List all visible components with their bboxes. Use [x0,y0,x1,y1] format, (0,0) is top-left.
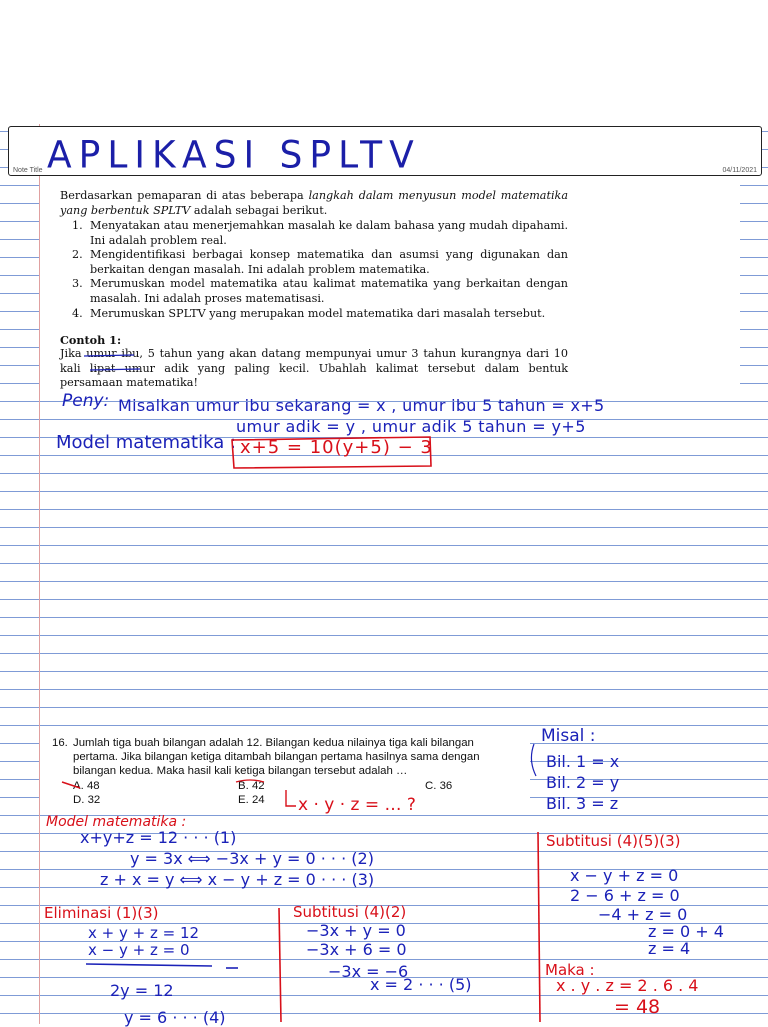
subs2-line-3: −4 + z = 0 [598,905,688,924]
underline-umur-ibu [84,355,134,356]
elim-line-2: x − y + z = 0 [88,941,190,959]
example-text: Jika umur ibu, 5 tahun yang akan datang mempunyai umur 3 tahun kurangnya dari 10 kali lipat umur adik yang paling kecil. Ubahlah kalimat tersebut dalam bentuk persamaan matematika! [60,347,568,390]
subs1-title: Subtitusi (4)(2) [293,903,407,921]
final-result: = 48 [614,996,661,1018]
divider-right [538,832,540,1022]
note-date: 04/11/2021 [722,167,757,174]
asked-expression: x · y · z = … ? [298,795,416,815]
option-e: E. 24 [238,794,265,806]
divider-middle [279,908,281,1022]
option-a: A. 48 [73,780,100,792]
misal-bracket [531,744,536,776]
model-label-bottom: Model matematika : [46,814,187,830]
let-line-2: umur adik = y , umur adik 5 tahun = y+5 [236,417,586,436]
model-equation-top: x+5 = 10(y+5) − 3 [240,437,433,458]
maka-title: Maka : [545,961,595,979]
option-c: C. 36 [425,780,453,792]
let-line-1: Misalkan umur ibu sekarang = x , umur ibu 5 tahun = x+5 [118,396,605,415]
elim-line-3: 2y = 12 [110,981,174,1000]
subs2-title: Subtitusi (4)(5)(3) [546,832,681,850]
question-line-2: pertama. Jika bilangan ketiga ditambah bilangan pertama hasilnya sama dengan [73,751,480,763]
step-item: 4. Merumuskan SPLTV yang merupakan model matematika dari masalah tersebut. [72,306,546,320]
model-label-top: Model matematika : [56,432,237,453]
asked-arrow [286,790,296,806]
misal-line-1: Bil. 1 = x [546,752,620,771]
elim-sum-line [86,964,212,966]
step-item: 2. Mengidentifikasi berbagai konsep matematika dan asumsi yang digunakan dan berkaitan dengan masalah. Ini adalah problem matematika. [72,248,568,276]
intro-text-1: Berdasarkan pemaparan di atas beberapa [60,189,309,202]
hasil-kali-underline [236,780,264,782]
question-line-1: Jumlah tiga buah bilangan adalah 12. Bilangan kedua nilainya tiga kali bilangan [73,737,474,749]
subs1-line-3: −3x = −6 [328,962,409,981]
example-title: Contoh 1: [60,333,122,347]
misal-line-2: Bil. 2 = y [546,773,620,792]
elim-line-1: x + y + z = 12 [88,924,200,942]
subs2-line-5: z = 4 [648,939,691,958]
note-title-label: Note Title [13,167,43,174]
option-b: B. 42 [238,780,265,792]
subs1-line-2: −3x + 6 = 0 [306,940,407,959]
question-line-3: bilangan kedua. Maka hasil kali ketiga bilangan tersebut adalah … [73,765,408,777]
underline-umur-adik [90,369,140,370]
subs2-line-2: 2 − 6 + z = 0 [570,886,680,905]
step-item: 1. Menyatakan atau menerjemahkan masalah ke dalam bahasa yang mudah dipahami. Ini adalah problem real. [72,219,568,247]
answer-a-mark [62,782,80,788]
peny-label: Peny: [62,391,110,411]
subs2-line-1: x − y + z = 0 [570,866,679,885]
subs1-line-1: −3x + y = 0 [306,921,406,940]
maka-equation: x . y . z = 2 . 6 . 4 [556,976,699,995]
model-line-3: z + x = y ⟺ x − y + z = 0 · · · (3) [100,870,375,889]
model-line-1: x+y+z = 12 · · · (1) [80,828,237,847]
subs2-line-4: z = 0 + 4 [648,922,724,941]
model-line-2: y = 3x ⟺ −3x + y = 0 · · · (2) [130,849,374,868]
elim-title: Eliminasi (1)(3) [44,904,159,922]
page-title: APLIKASI SPLTV [47,133,421,178]
step-item: 3. Merumuskan model matematika atau kalimat matematika yang berkaitan dengan masalah. Ini adalah proses matematisasi. [72,277,568,305]
intro-text-2: adalah sebagai berikut. [190,203,328,217]
elim-line-4: y = 6 · · · (4) [124,1008,226,1027]
model-equation-box [232,437,431,468]
question-number: 16. [52,737,68,749]
misal-title: Misal : [541,726,596,746]
option-d: D. 32 [73,794,101,806]
misal-line-3: Bil. 3 = z [546,794,619,813]
subs1-line-4: x = 2 · · · (5) [370,975,472,994]
intro-italic: langkah dalam menyusun model matematika yang berbentuk SPLTV [60,189,569,217]
